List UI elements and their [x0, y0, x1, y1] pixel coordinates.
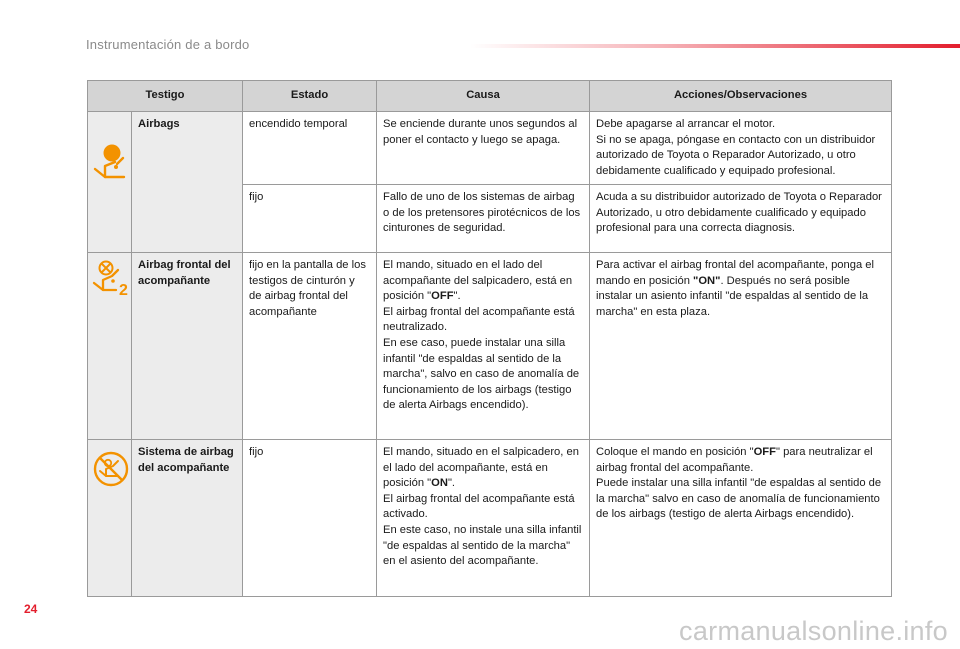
row-name-frontal-passenger-airbag: Airbag frontal del acompañante [132, 253, 243, 440]
estado-cell: fijo en la pantalla de los testigos de cinturón y de airbag frontal del acompañante [243, 253, 377, 440]
acciones-switch-position: "ON" [693, 274, 721, 287]
causa-switch-position: OFF [431, 290, 454, 303]
airbag-seat-icon [92, 144, 130, 180]
acciones-text: Para activar el airbag frontal del acompañante, ponga el mando en posición [596, 259, 875, 287]
causa-text: ". El airbag frontal del acompañante está neutralizado. En ese caso, puede instalar una silla infantil "de espaldas al sentido de la marcha", salvo en caso de anomalía de funcionamiento de los airbags (testigo de alerta Airbags encendido). [383, 290, 580, 412]
warning-lights-table [87, 80, 892, 597]
table-row-passenger-airbag-system [88, 440, 892, 597]
column-header-estado: Estado [243, 81, 377, 112]
acciones-cell: Debe apagarse al arrancar el motor. Si no se apaga, póngase en contacto con un distribuidor autorizado de Toyota o Reparador Autorizado, u otro debidamente cualificado y equipado profesional. [590, 112, 892, 185]
acciones-text: . Después no será posible instalar un asiento infantil "de espaldas al sentido de la marcha" en esta plaza. [596, 274, 869, 318]
header-accent-line [470, 44, 960, 48]
causa-text: El mando, situado en el salpicadero, en el lado del acompañante, está en posición " [383, 446, 579, 490]
acciones-switch-position: OFF [753, 446, 776, 458]
causa-cell [377, 253, 590, 440]
causa-cell: Se enciende durante unos segundos al poner el contacto y luego se apaga. [377, 112, 590, 185]
page-number: 24 [24, 602, 38, 616]
estado-cell: fijo [243, 185, 377, 253]
airbag-icon-cell [88, 112, 132, 253]
causa-cell: Fallo de uno de los sistemas de airbag o de los pretensores pirotécnicos de los cinturones de seguridad. [377, 185, 590, 253]
column-header-causa: Causa [377, 81, 590, 112]
causa-text: El mando, situado en el lado del acompañante del salpicadero, está en posición " [383, 259, 573, 303]
column-header-testigo: Testigo [88, 81, 243, 112]
estado-cell: encendido temporal [243, 112, 377, 185]
acciones-cell [590, 253, 892, 440]
causa-switch-position: ON [431, 477, 448, 490]
passenger-airbag-system-icon-cell [88, 440, 132, 597]
row-name-airbags: Airbags [132, 112, 243, 253]
causa-cell [377, 440, 590, 597]
table-row-frontal-passenger-airbag [88, 253, 892, 440]
column-header-acciones: Acciones/Observaciones [590, 81, 892, 112]
acciones-text: Coloque el mando en posición " [596, 446, 754, 458]
acciones-cell [590, 440, 892, 597]
row-name-passenger-airbag-system: Sistema de airbag del acompañante [132, 440, 243, 597]
frontal-airbag-icon-cell [88, 253, 132, 440]
svg-text:2: 2 [119, 282, 128, 297]
table-row-airbags-temporal [88, 112, 892, 185]
table-header-row [88, 81, 892, 112]
watermark: carmanualsonline.info [679, 616, 948, 646]
acciones-cell: Acuda a su distribuidor autorizado de Toyota o Reparador Autorizado, u otro debidamente cualificado y equipado profesional para una correcta diagnosis. [590, 185, 892, 253]
estado-cell: fijo [243, 440, 377, 597]
page-header-title: Instrumentación de a bordo [86, 37, 250, 52]
causa-text: ". El airbag frontal del acompañante está activado. En este caso, no instale una silla infantil "de espaldas al sentido de la marcha" en el asiento del acompañante. [383, 477, 582, 568]
acciones-text: " para neutralizar el airbag frontal del acompañante. Puede instalar una silla infantil "de espaldas al sentido de la marcha" salvo en caso de anomalía de funcionamiento de los airbags (testigo de alerta Airbags encendido). [596, 446, 882, 521]
passenger-airbag-off-icon [92, 259, 132, 297]
passenger-airbag-deactivated-icon [92, 450, 130, 488]
